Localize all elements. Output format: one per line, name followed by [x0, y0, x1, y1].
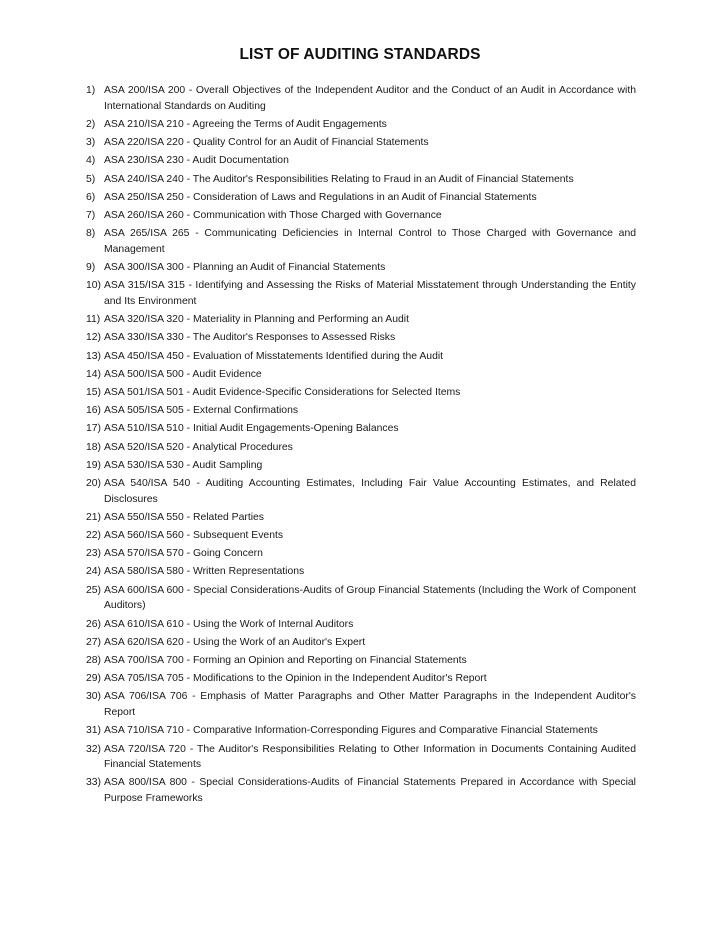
- list-item: [86, 117, 636, 133]
- item-number: 29): [86, 673, 102, 685]
- item-text: ASA 520/ISA 520 - Analytical Procedures: [104, 441, 293, 453]
- list-item: [86, 476, 636, 507]
- item-text: ASA 530/ISA 530 - Audit Sampling: [104, 459, 263, 471]
- item-number: 1): [86, 85, 96, 96]
- item-number: 24): [86, 566, 102, 578]
- list-item: [86, 775, 636, 806]
- list-item: [86, 312, 636, 328]
- list-item: [86, 403, 636, 419]
- item-text: ASA 501/ISA 501 - Audit Evidence-Specific Considerations for Selected Items: [104, 386, 461, 398]
- list-item: [86, 260, 636, 276]
- item-text: ASA 570/ISA 570 - Going Concern: [104, 548, 263, 560]
- list-item: [86, 135, 636, 151]
- item-text: ASA 580/ISA 580 - Written Representations: [104, 566, 305, 578]
- item-text: ASA 710/ISA 710 - Comparative Information-Corresponding Figures and Comparative Financial Statements: [104, 725, 598, 737]
- item-text: ASA 250/ISA 250 - Consideration of Laws and Regulations in an Audit of Financial Statements: [104, 191, 537, 203]
- list-item: [86, 458, 636, 474]
- item-number: 20): [86, 477, 102, 489]
- list-item: [86, 83, 636, 114]
- item-text: ASA 230/ISA 230 - Audit Documentation: [104, 155, 289, 167]
- item-text: ASA 330/ISA 330 - The Auditor's Responses to Assessed Risks: [104, 332, 396, 344]
- item-number: 16): [86, 405, 102, 417]
- list-item: [86, 278, 636, 309]
- item-text: ASA 700/ISA 700 - Forming an Opinion and Reporting on Financial Statements: [104, 655, 467, 666]
- item-number: 2): [86, 118, 96, 130]
- list-item: [86, 653, 636, 669]
- item-text: ASA 265/ISA 265 - Communicating Deficiencies in Internal Control to Those Charged with Governance and Management: [104, 228, 636, 255]
- item-number: 22): [86, 530, 102, 542]
- list-item: [86, 421, 636, 437]
- list-item: [86, 153, 636, 169]
- list-item: [86, 671, 636, 687]
- item-number: 30): [86, 691, 102, 703]
- item-text: ASA 600/ISA 600 - Special Considerations-Audits of Group Financial Statements (Including the Work of Component Auditors): [104, 584, 636, 612]
- item-text: ASA 706/ISA 706 - Emphasis of Matter Paragraphs and Other Matter Paragraphs in the Independent Auditor's Report: [104, 691, 636, 719]
- item-number: 19): [86, 459, 102, 471]
- item-number: 4): [86, 155, 96, 167]
- item-number: 6): [86, 191, 96, 203]
- item-text: ASA 510/ISA 510 - Initial Audit Engagements-Opening Balances: [104, 423, 399, 435]
- list-item: [86, 367, 636, 383]
- item-number: 11): [86, 314, 101, 326]
- item-text: ASA 210/ISA 210 - Agreeing the Terms of Audit Engagements: [104, 118, 387, 130]
- item-number: 31): [86, 725, 102, 737]
- item-text: ASA 720/ISA 720 - The Auditor's Responsibilities Relating to Other Information in Documents Containing Audited Financial Statements: [104, 743, 636, 771]
- list-item: [86, 564, 636, 580]
- item-text: ASA 240/ISA 240 - The Auditor's Responsibilities Relating to Fraud in an Audit of Financial Statements: [104, 173, 574, 185]
- list-item: [86, 190, 636, 206]
- list-item: [86, 723, 636, 739]
- list-item: [86, 635, 636, 651]
- item-number: 33): [86, 777, 102, 789]
- list-item: [86, 349, 636, 365]
- item-number: 21): [86, 511, 102, 523]
- list-item: [86, 528, 636, 544]
- item-number: 18): [86, 441, 102, 453]
- item-text: ASA 540/ISA 540 - Auditing Accounting Estimates, Including Fair Value Accounting Estimates, and Related Disclosures: [104, 477, 636, 505]
- item-number: 10): [86, 280, 102, 292]
- list-item: [86, 689, 636, 720]
- item-text: ASA 620/ISA 620 - Using the Work of an Auditor's Expert: [104, 636, 366, 648]
- item-text: ASA 200/ISA 200 - Overall Objectives of the Independent Auditor and the Conduct of an Audit in Accordance with International Standards on Auditing: [104, 85, 636, 112]
- item-number: 15): [86, 386, 102, 398]
- list-item: [86, 172, 636, 188]
- list-item: [86, 385, 636, 401]
- item-number: 8): [86, 228, 96, 240]
- item-text: ASA 450/ISA 450 - Evaluation of Misstatements Identified during the Audit: [104, 350, 444, 362]
- item-number: 27): [86, 636, 102, 648]
- item-text: ASA 315/ISA 315 - Identifying and Assessing the Risks of Material Misstatement through Understanding the Entity and Its Environment: [104, 280, 636, 307]
- item-number: 32): [86, 743, 102, 755]
- item-number: 14): [86, 368, 102, 380]
- item-text: ASA 800/ISA 800 - Special Considerations-Audits of Financial Statements Prepared in Accordance with Special Purpose Frameworks: [104, 777, 636, 805]
- list-item: [86, 330, 636, 346]
- item-number: 28): [86, 655, 102, 666]
- item-text: ASA 320/ISA 320 - Materiality in Planning and Performing an Audit: [104, 314, 409, 326]
- item-number: 13): [86, 350, 102, 362]
- list-item: [86, 440, 636, 456]
- item-text: ASA 220/ISA 220 - Quality Control for an Audit of Financial Statements: [104, 137, 429, 149]
- item-text: ASA 260/ISA 260 - Communication with Those Charged with Governance: [104, 209, 442, 221]
- list-item: [86, 208, 636, 224]
- item-text: ASA 610/ISA 610 - Using the Work of Internal Auditors: [104, 618, 354, 630]
- list-item: [86, 583, 636, 614]
- standards-list: [86, 83, 636, 809]
- item-text: ASA 505/ISA 505 - External Confirmations: [104, 405, 299, 417]
- item-number: 3): [86, 137, 96, 149]
- item-number: 17): [86, 423, 102, 435]
- item-text: ASA 500/ISA 500 - Audit Evidence: [104, 368, 262, 380]
- item-number: 25): [86, 584, 102, 596]
- list-item: [86, 510, 636, 526]
- item-number: 5): [86, 173, 96, 185]
- item-number: 9): [86, 262, 96, 274]
- item-text: ASA 300/ISA 300 - Planning an Audit of Financial Statements: [104, 262, 386, 274]
- item-text: ASA 560/ISA 560 - Subsequent Events: [104, 530, 284, 542]
- list-item: [86, 546, 636, 562]
- item-number: 12): [86, 332, 102, 344]
- page-title: LIST OF AUDITING STANDARDS: [239, 46, 481, 63]
- item-text: ASA 550/ISA 550 - Related Parties: [104, 511, 264, 523]
- list-item: [86, 742, 636, 773]
- item-number: 7): [86, 209, 96, 221]
- list-item: [86, 617, 636, 633]
- item-number: 23): [86, 548, 102, 560]
- list-item: [86, 226, 636, 257]
- item-text: ASA 705/ISA 705 - Modifications to the Opinion in the Independent Auditor's Report: [104, 673, 487, 685]
- item-number: 26): [86, 618, 102, 630]
